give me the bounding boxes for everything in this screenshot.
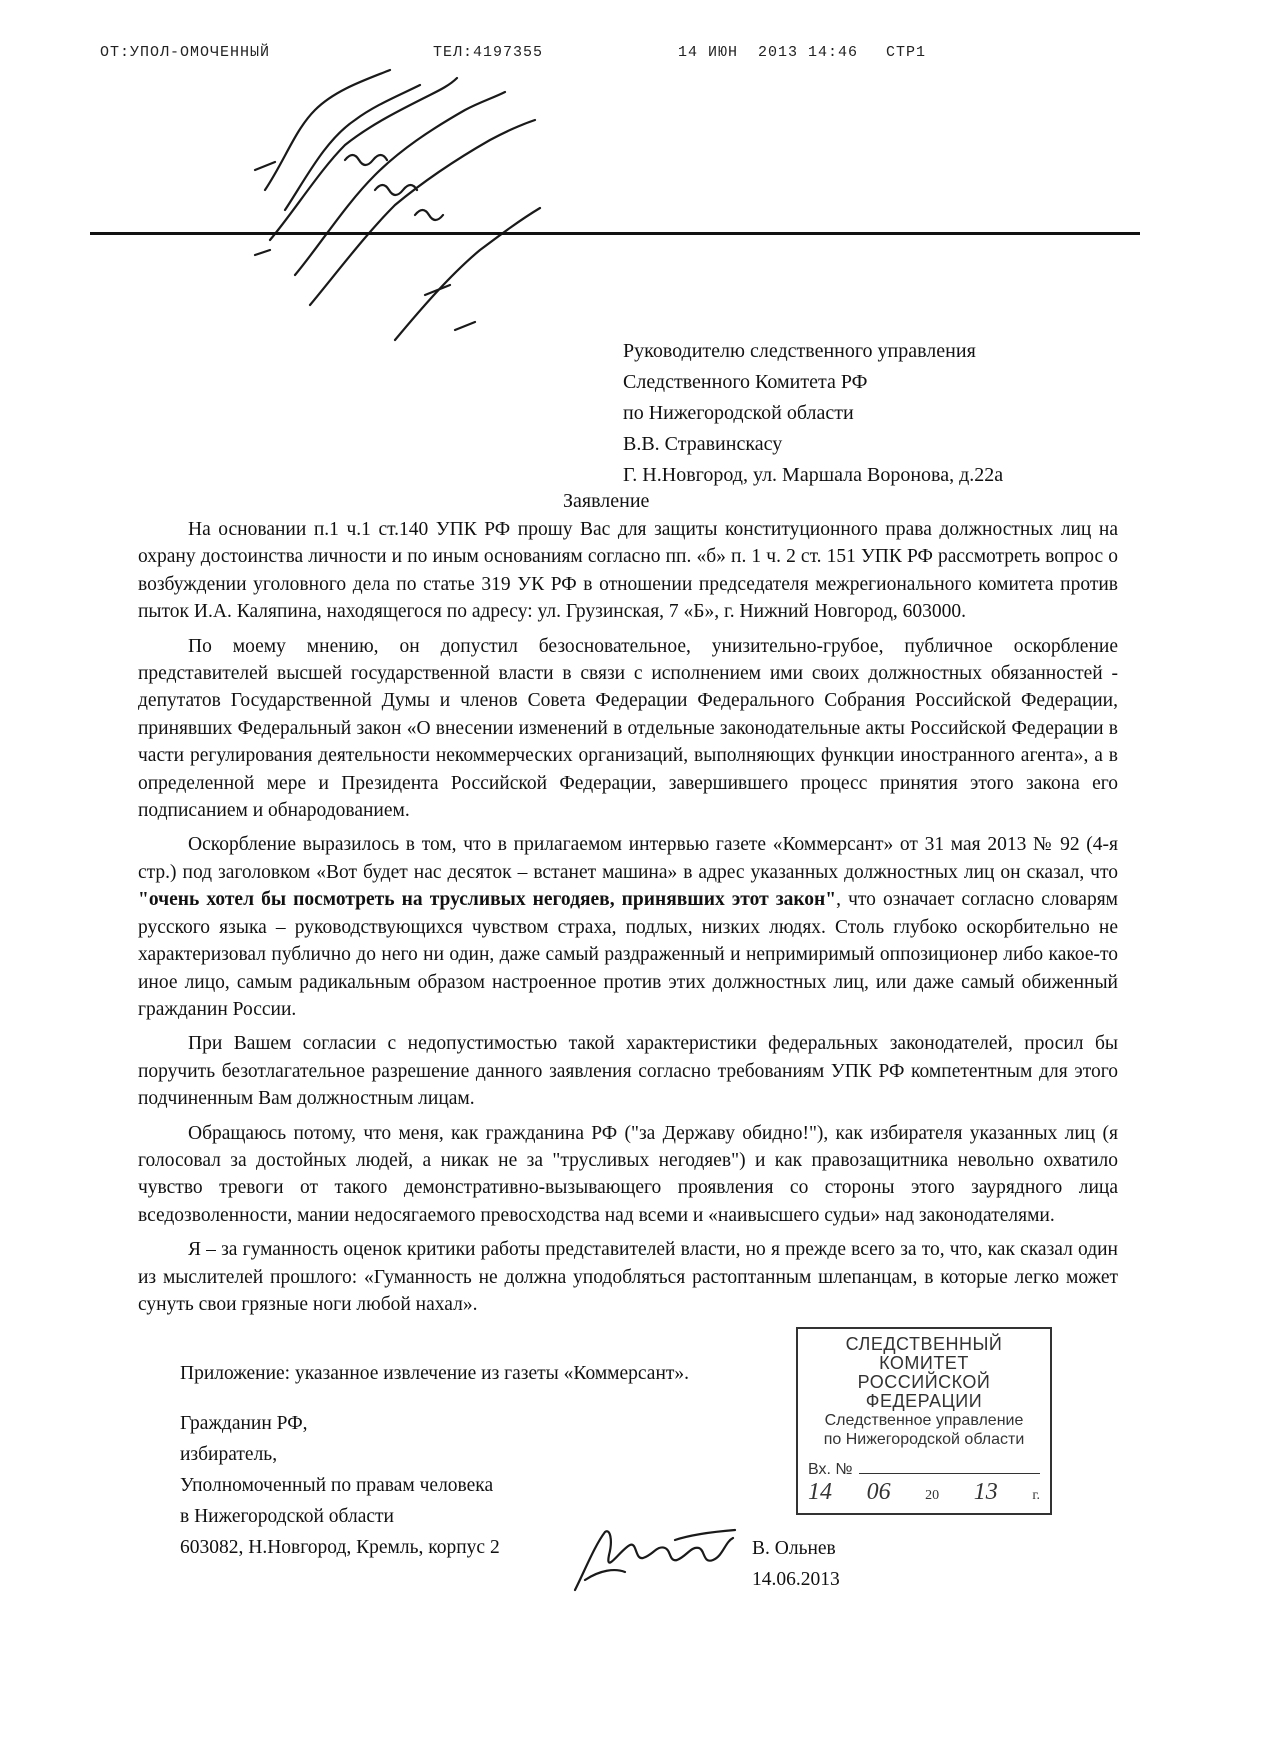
stamp-line: РОССИЙСКОЙ ФЕДЕРАЦИИ — [857, 1372, 991, 1411]
paragraph-text: Оскорбление выразилось в том, что в прилагаемом интервью газете «Коммерсант» от 31 мая 2013 № 92 (4-я стр.) под заголовком «Вот будет нас десяток – встанет машина» в адрес указанных должностных лиц он сказал, что — [138, 834, 1118, 883]
addressee-line: Руководителю следственного управления — [623, 340, 976, 362]
paragraph: Обращаюсь потому, что меня, как гражданина РФ ("за Державу обидно!"), как избирателя указанных лиц (я голосовал за достойных людей, а никак не за "трусливых негодяев") и как правозащитника невольно охватило чувство тревоги от такого демонстративно-вызывающего проявления со стороны этого заурядного лица вседозволенности, мании недосягаемого превосходства над всеми и «наивысшего судьи» над законодателями. — [138, 1122, 1118, 1226]
paragraph: На основании п.1 ч.1 ст.140 УПК РФ прошу Вас для защиты конституционного права должностных лиц на охрану достоинства личности и по иным основаниям согласно пп. «б» п. 1 ч. 2 ст. 151 УПК РФ рассмотреть вопрос о возбуждении уголовного дела по статье 319 УК РФ в отношении председателя межрегионального комитета против пыток И.А. Каляпина, находящегося по адресу: ул. Грузинская, 7 «Б», г. Нижний Новгород, 603000. — [138, 519, 1118, 623]
handwritten-resolution — [225, 40, 555, 370]
stamp-date-row — [808, 1479, 1040, 1505]
addressee-line: Г. Н.Новгород, ул. Маршала Воронова, д.22а — [623, 464, 1004, 486]
signature-line: 603082, Н.Новгород, Кремль, корпус 2 — [180, 1537, 500, 1558]
signature-line: Гражданин РФ, — [180, 1413, 308, 1434]
registration-stamp — [796, 1327, 1052, 1515]
stamp-inbox-number-field — [859, 1457, 1040, 1474]
paragraph: Я – за гуманность оценок критики работы представителей власти, но я прежде всего за то, что, как сказал один из мыслителей прошлого: «Гуманность не должна уподобляться растоптанным шлепанцам, в которые легко может сунуть свои грязные ноги любой нахал». — [138, 1239, 1118, 1315]
signature-line: в Нижегородской области — [180, 1506, 394, 1527]
statement-body — [138, 516, 1118, 1318]
stamp-year-prefix: 20 — [925, 1488, 940, 1503]
annex-line: Приложение: указанное извлечение из газеты «Коммерсант». — [180, 1363, 690, 1384]
addressee-line: по Нижегородской области — [623, 402, 854, 424]
addressee-line: В.В. Стравинскасу — [623, 433, 783, 455]
paragraph — [138, 831, 1118, 1023]
document-title: Заявление — [563, 490, 650, 512]
signer-block — [752, 1533, 840, 1595]
paragraph-text: , что означает согласно словарям русского языка – руководствующихся чувством страха, подлых, низких людях. Столь глубоко оскорбительно не характеризовал публично до него ни один, даже самый раздраженный и непримиримый оппозиционер либо какое-то иное лицо, самым радикальным образом настроенное против этих должностных лиц, или даже самый обиженный гражданин России. — [138, 889, 1118, 1020]
stamp-month: 06 — [866, 1479, 891, 1505]
stamp-day: 14 — [808, 1479, 832, 1505]
handwritten-signature — [565, 1520, 745, 1600]
signature-date: 14.06.2013 — [752, 1569, 840, 1590]
fax-phone: ТЕЛ:4197355 — [433, 44, 544, 61]
stamp-inbox-row — [808, 1457, 1040, 1479]
header-separator-line — [90, 232, 1140, 235]
stamp-line: Следственное управление — [824, 1412, 1024, 1429]
paragraph: При Вашем согласии с недопустимостью такой характеристики федеральных законодателей, просил бы поручить безотлагательное разрешение данного заявления согласно требованиям УПК РФ компетентным для этого подчиненным Вам должностным лицам. — [138, 1033, 1118, 1110]
quoted-phrase: "очень хотел бы посмотреть на трусливых негодяев, принявших этот закон" — [138, 889, 837, 911]
fax-datetime: 14 ИЮН 2013 14:46 — [678, 44, 859, 61]
addressee-block — [623, 336, 1003, 491]
signature-line: избиратель, — [180, 1444, 278, 1465]
paragraph: По моему мнению, он допустил безосновательное, унизительно-грубое, публичное оскорбление представителей высшей государственной власти в связи с исполнением ими своих должностных обязанностей - депутатов Государственной Думы и членов Совета Федерации Федерального Собрания Российской Федерации, принявших Федеральный закон «О внесении изменений в отдельные законодательные акты Российской Федерации в части регулирования деятельности некоммерческих организаций, выполняющих функции иностранного агента», а в определенной мере и Президента Российской Федерации, завершившего процесс принятия этого закона его подписанием и обнародованием. — [138, 635, 1118, 822]
stamp-line: СЛЕДСТВЕННЫЙ КОМИТЕТ — [845, 1334, 1003, 1373]
stamp-year-suffix: г. — [1032, 1488, 1040, 1503]
signer-name: В. Ольнев — [752, 1538, 836, 1559]
signature-line: Уполномоченный по правам человека — [180, 1475, 494, 1496]
fax-page-number: СТР1 — [886, 44, 927, 61]
fax-sender: ОТ:УПОЛ-ОМОЧЕННЫЙ — [100, 44, 271, 61]
addressee-line: Следственного Комитета РФ — [623, 371, 868, 393]
stamp-inbox-label: Вх. № — [808, 1461, 853, 1478]
stamp-line: по Нижегородской области — [823, 1431, 1025, 1448]
signature-block — [180, 1408, 500, 1563]
stamp-year: 13 — [973, 1479, 998, 1505]
